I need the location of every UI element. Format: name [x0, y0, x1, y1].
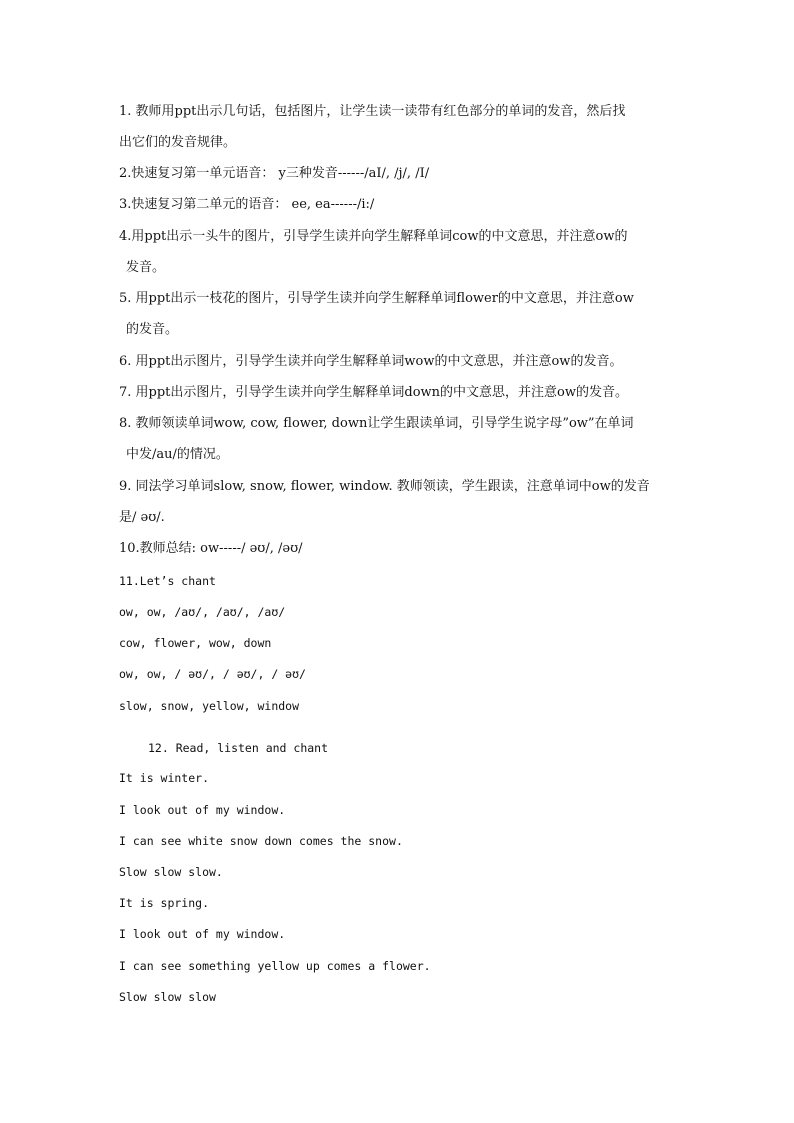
step-8-line-1: 8. 教师领读单词wow, cow, flower, down让学生跟读单词，引导学生说字母”ow”在单词	[119, 416, 634, 431]
step-5-line-2: 的发音。	[126, 322, 179, 337]
chant-line-2: cow, flower, wow, down	[119, 636, 272, 650]
poem-line-4: Slow slow slow.	[119, 865, 223, 879]
step-8-line-2: 中发/au/的情况。	[126, 447, 229, 462]
step-12-heading: 12. Read, listen and chant	[148, 741, 329, 755]
chant-line-3: ow, ow, / əʊ/, / əʊ/, / əʊ/	[119, 667, 306, 681]
poem-line-5: It is spring.	[119, 896, 210, 910]
poem-line-7: I can see something yellow up comes a flower.	[119, 959, 431, 973]
step-9-line-1: 9. 同法学习单词slow, snow, flower, window. 教师领读，学生跟读，注意单词中ow的发音	[119, 479, 650, 494]
step-1-line-1: 1. 教师用ppt出示几句话，包括图片，让学生读一读带有红色部分的单词的发音，然后找	[119, 104, 626, 119]
poem-line-8: Slow slow slow	[119, 990, 216, 1004]
poem-line-1: It is winter.	[119, 771, 210, 785]
poem-line-3: I can see white snow down comes the snow.	[119, 834, 403, 848]
step-4-line-1: 4.用ppt出示一头牛的图片，引导学生读并向学生解释单词cow的中文意思，并注意ow的	[119, 229, 628, 244]
step-1-line-2: 出它们的发音规律。	[119, 135, 237, 150]
step-11-heading: 11.Let’s chant	[119, 574, 216, 588]
chant-line-4: slow, snow, yellow, window	[119, 699, 300, 713]
poem-line-6: I look out of my window.	[119, 927, 286, 941]
step-6: 6. 用ppt出示图片，引导学生读并向学生解释单词wow的中文意思，并注意ow的发音。	[119, 354, 623, 369]
step-7: 7. 用ppt出示图片，引导学生读并向学生解释单词down的中文意思，并注意ow的发音。	[119, 385, 629, 400]
step-3: 3.快速复习第二单元的语音： ee, ea------/i:/	[119, 197, 375, 212]
chant-line-1: ow, ow, /aʊ/, /aʊ/, /aʊ/	[119, 605, 286, 619]
step-10: 10.教师总结: ow-----/ əʊ/, /əʊ/	[119, 541, 303, 556]
step-5-line-1: 5. 用ppt出示一枝花的图片，引导学生读并向学生解释单词flower的中文意思，并注意ow	[119, 291, 634, 306]
step-2: 2.快速复习第一单元语音： y三种发音------/aI/, /j/, /I/	[119, 166, 430, 181]
poem-line-2: I look out of my window.	[119, 803, 286, 817]
step-4-line-2: 发音。	[126, 260, 166, 275]
step-9-line-2: 是/ əʊ/.	[119, 510, 165, 525]
